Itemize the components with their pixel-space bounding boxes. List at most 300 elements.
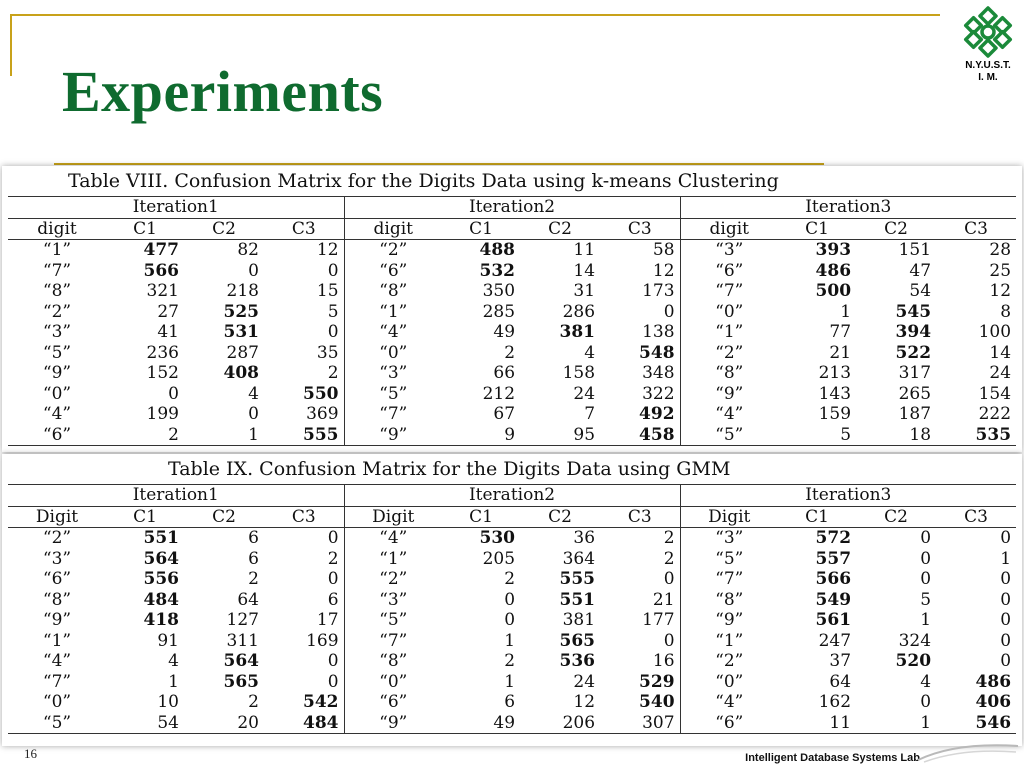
- digit-cell: “2”: [42, 528, 72, 549]
- footer-swoosh-icon: [916, 740, 1020, 764]
- iteration-header: Iteration2: [344, 485, 680, 507]
- c1-count-cell: 1: [504, 671, 516, 692]
- c2-count-cell: 47: [909, 260, 932, 281]
- c2-count-cell: 95: [520, 425, 600, 446]
- c2-count-cell: 0: [248, 404, 259, 425]
- c3-count-cell: 0: [327, 569, 339, 590]
- c3-count-cell: 369: [306, 404, 339, 425]
- c3-count-cell: 28: [989, 240, 1012, 261]
- iteration-header: Iteration1: [8, 197, 344, 219]
- digit-cell: “5”: [344, 384, 442, 405]
- digit-cell: “8”: [344, 281, 442, 302]
- c1-count-cell: 549: [815, 589, 852, 610]
- c1-count-cell: 91: [157, 630, 179, 651]
- c3-count-cell: 0: [327, 651, 339, 672]
- c2-count-cell: 555: [559, 569, 596, 590]
- table-row: [8, 343, 1016, 364]
- table-row: [8, 425, 1016, 446]
- c1-count-cell: 162: [818, 692, 852, 713]
- c3-count-cell: 14: [989, 342, 1012, 363]
- c3-count-cell: 21: [652, 589, 675, 610]
- digit-cell: “7”: [344, 404, 442, 425]
- c2-count-cell: 564: [223, 651, 259, 672]
- page-number: 16: [24, 746, 37, 761]
- c2-count-cell: 36: [573, 528, 596, 549]
- c1-count-cell: 49: [442, 713, 520, 734]
- c3-count-cell: 35: [316, 342, 339, 363]
- c3-count-cell: 138: [642, 322, 675, 343]
- c3-count-cell: 12: [316, 240, 339, 261]
- digit-cell: “4”: [42, 404, 72, 425]
- c1-column-header: C1: [442, 506, 520, 528]
- c2-count-cell: 187: [898, 404, 932, 425]
- c1-count-cell: 486: [815, 260, 852, 281]
- c1-count-cell: 0: [504, 589, 516, 610]
- c3-count-cell: 0: [663, 569, 675, 590]
- c2-count-cell: 82: [237, 240, 259, 261]
- c2-column-header: C2: [184, 218, 264, 240]
- digit-cell: “3”: [42, 322, 72, 343]
- c3-count-cell: 0: [327, 528, 339, 549]
- c1-count-cell: 199: [146, 404, 179, 425]
- digit-cell: “3”: [680, 528, 778, 549]
- digit-cell: “4”: [344, 322, 442, 343]
- table-gmm: [2, 454, 1022, 746]
- digit-cell: “2”: [344, 569, 442, 590]
- digit-cell: “1”: [344, 549, 442, 570]
- c1-count-cell: 488: [479, 240, 516, 261]
- c2-count-cell: 158: [562, 363, 596, 384]
- c1-count-cell: 11: [778, 713, 856, 734]
- c2-count-cell: 206: [520, 713, 600, 734]
- table-row: [8, 322, 1016, 343]
- c2-count-cell: 151: [898, 240, 932, 261]
- digit-cell: “8”: [42, 281, 72, 302]
- c1-count-cell: 10: [157, 692, 179, 713]
- digit-cell: “2”: [42, 301, 72, 322]
- c3-count-cell: 486: [975, 671, 1012, 692]
- digit-cell: “8”: [42, 589, 72, 610]
- c1-count-cell: 213: [818, 363, 852, 384]
- table-row: [8, 590, 1016, 611]
- digit-cell: “3”: [42, 548, 72, 569]
- c2-count-cell: 531: [223, 322, 259, 343]
- c1-count-cell: 484: [143, 589, 179, 610]
- table-row: [8, 302, 1016, 323]
- digit-cell: “8”: [680, 363, 778, 384]
- footer-lab-name: Intelligent Database Systems Lab: [745, 752, 920, 764]
- table-row: [8, 240, 1016, 261]
- c3-count-cell: 458: [600, 425, 680, 446]
- digit-cell: “7”: [42, 671, 72, 692]
- c2-count-cell: 2: [248, 692, 259, 713]
- c3-count-cell: 555: [264, 425, 344, 446]
- c2-count-cell: 381: [559, 322, 596, 343]
- c3-count-cell: 548: [639, 342, 675, 363]
- c3-column-header: C3: [936, 218, 1016, 240]
- c2-column-header: C2: [856, 506, 936, 528]
- c2-count-cell: 0: [248, 260, 259, 281]
- table-row: [8, 384, 1016, 405]
- c2-count-cell: 6: [248, 548, 259, 569]
- c3-count-cell: 0: [663, 630, 675, 651]
- table-row: [8, 672, 1016, 693]
- digit-cell: “6”: [8, 425, 106, 446]
- c2-count-cell: 408: [223, 363, 259, 384]
- c3-count-cell: 0: [663, 301, 675, 322]
- c3-count-cell: 0: [1000, 630, 1012, 651]
- slide-title: Experiments: [62, 59, 384, 124]
- c3-count-cell: 12: [652, 260, 675, 281]
- digit-cell: “9”: [42, 363, 72, 384]
- c2-count-cell: 0: [920, 548, 932, 569]
- table-body: [8, 240, 1016, 446]
- c1-count-cell: 27: [157, 301, 179, 322]
- digit-cell: “0”: [680, 672, 778, 693]
- c3-count-cell: 25: [989, 260, 1012, 281]
- c2-count-cell: 1: [184, 425, 264, 446]
- c3-count-cell: 2: [663, 548, 675, 569]
- iteration-header: Iteration3: [680, 197, 1016, 219]
- c3-count-cell: 16: [652, 651, 675, 672]
- c2-count-cell: 14: [573, 260, 596, 281]
- c1-count-cell: 1: [168, 671, 179, 692]
- confusion-matrix: [8, 484, 1016, 734]
- c2-count-cell: 64: [237, 589, 259, 610]
- c1-count-cell: 532: [479, 260, 516, 281]
- c3-count-cell: 12: [989, 281, 1012, 302]
- c2-count-cell: 324: [898, 630, 932, 651]
- c2-count-cell: 11: [573, 240, 596, 261]
- digit-cell: “3”: [344, 590, 442, 611]
- c1-column-header: C1: [778, 218, 856, 240]
- table-row: [8, 569, 1016, 590]
- c3-count-cell: 17: [316, 610, 339, 631]
- digit-cell: “1”: [42, 630, 72, 651]
- c1-count-cell: 37: [829, 651, 852, 672]
- table-row: [8, 610, 1016, 631]
- c1-count-cell: 4: [168, 651, 179, 672]
- c3-column-header: C3: [264, 218, 344, 240]
- digit-cell: “1”: [680, 322, 778, 343]
- table-row: [8, 404, 1016, 425]
- c3-count-cell: 173: [642, 281, 675, 302]
- c3-count-cell: 0: [1000, 651, 1012, 672]
- top-gold-rule: [10, 14, 940, 16]
- digit-cell: “5”: [344, 610, 442, 631]
- c2-count-cell: 287: [226, 342, 259, 363]
- c3-count-cell: 550: [303, 383, 339, 404]
- c3-column-header: C3: [264, 506, 344, 528]
- digit-cell: “9”: [680, 610, 778, 631]
- digit-cell: “7”: [42, 260, 72, 281]
- c2-count-cell: 520: [895, 651, 932, 672]
- c3-count-cell: 58: [652, 240, 675, 261]
- c3-count-cell: 0: [327, 322, 339, 343]
- table-caption: Table VIII. Confusion Matrix for the Digits Data using k-means Clustering: [68, 170, 779, 192]
- digit-cell: “0”: [42, 692, 72, 713]
- digit-cell: “2”: [344, 240, 442, 261]
- digit-column-header: Digit: [344, 506, 442, 528]
- c2-count-cell: 18: [856, 425, 936, 446]
- c3-count-cell: 154: [978, 383, 1012, 404]
- c2-count-cell: 522: [895, 342, 932, 363]
- c2-count-cell: 5: [920, 589, 932, 610]
- c1-count-cell: 572: [815, 528, 852, 549]
- c2-count-cell: 381: [562, 610, 596, 631]
- c2-count-cell: 127: [226, 610, 259, 631]
- digit-cell: “8”: [344, 651, 442, 672]
- digit-cell: “7”: [344, 631, 442, 652]
- c3-count-cell: 8: [1000, 301, 1012, 322]
- table-row: [8, 281, 1016, 302]
- c1-count-cell: 0: [168, 383, 179, 404]
- c3-count-cell: 535: [936, 425, 1016, 446]
- c3-count-cell: 2: [327, 363, 339, 384]
- c3-count-cell: 348: [642, 363, 675, 384]
- c2-count-cell: 1: [920, 610, 932, 631]
- c3-count-cell: 2: [327, 548, 339, 569]
- c2-count-cell: 7: [584, 404, 596, 425]
- nyust-flower-icon: [960, 4, 1016, 60]
- c1-count-cell: 285: [482, 301, 516, 322]
- digit-cell: “6”: [344, 692, 442, 713]
- c1-count-cell: 77: [829, 322, 852, 343]
- c2-count-cell: 317: [898, 363, 932, 384]
- c1-count-cell: 41: [157, 322, 179, 343]
- c2-count-cell: 2: [248, 569, 259, 590]
- c1-count-cell: 64: [829, 671, 852, 692]
- confusion-matrix: [8, 196, 1016, 446]
- c3-count-cell: 15: [316, 281, 339, 302]
- c3-column-header: C3: [600, 218, 680, 240]
- c2-count-cell: 565: [223, 671, 259, 692]
- c3-count-cell: 1: [1000, 548, 1012, 569]
- c2-count-cell: 536: [559, 651, 596, 672]
- table-row: [8, 713, 1016, 734]
- c2-column-header: C2: [520, 506, 600, 528]
- table-row: [8, 261, 1016, 282]
- c2-count-cell: 311: [226, 630, 259, 651]
- c1-count-cell: 212: [482, 383, 516, 404]
- c2-count-cell: 6: [248, 528, 259, 549]
- c1-count-cell: 477: [143, 240, 179, 261]
- digit-cell: “1”: [42, 240, 72, 261]
- c3-count-cell: 2: [663, 528, 675, 549]
- c3-count-cell: 406: [975, 692, 1012, 713]
- digit-cell: “5”: [8, 713, 106, 734]
- c1-count-cell: 393: [815, 240, 852, 261]
- table-row: [8, 692, 1016, 713]
- digit-cell: “2”: [680, 343, 778, 364]
- c1-count-cell: 205: [482, 548, 516, 569]
- c1-count-cell: 561: [815, 610, 852, 631]
- digit-cell: “6”: [680, 713, 778, 734]
- c2-count-cell: 565: [559, 630, 596, 651]
- c3-count-cell: 100: [978, 322, 1012, 343]
- c1-count-cell: 0: [504, 610, 516, 631]
- digit-cell: “8”: [680, 590, 778, 611]
- c1-count-cell: 551: [143, 528, 179, 549]
- c1-column-header: C1: [778, 506, 856, 528]
- digit-cell: “6”: [344, 261, 442, 282]
- c3-count-cell: 0: [1000, 610, 1012, 631]
- table-row: [8, 363, 1016, 384]
- c2-count-cell: 12: [573, 692, 596, 713]
- digit-cell: “4”: [42, 651, 72, 672]
- c1-count-cell: 247: [818, 630, 852, 651]
- digit-cell: “1”: [680, 631, 778, 652]
- c2-count-cell: 265: [898, 383, 932, 404]
- c2-count-cell: 20: [184, 713, 264, 734]
- c1-count-cell: 566: [143, 260, 179, 281]
- university-logo: [958, 4, 1018, 84]
- digit-cell: “6”: [680, 261, 778, 282]
- logo-line-2: I. M.: [978, 72, 998, 83]
- table-caption: Table IX. Confusion Matrix for the Digits Data using GMM: [168, 458, 731, 480]
- c1-count-cell: 2: [504, 569, 516, 590]
- c2-count-cell: 24: [573, 671, 596, 692]
- c1-count-cell: 557: [815, 548, 852, 569]
- iteration-header: Iteration3: [680, 485, 1016, 507]
- c3-count-cell: 0: [1000, 528, 1012, 549]
- c3-count-cell: 529: [639, 671, 675, 692]
- c2-count-cell: 364: [562, 548, 596, 569]
- c1-count-cell: 2: [106, 425, 184, 446]
- c2-count-cell: 4: [584, 342, 596, 363]
- c2-count-cell: 0: [920, 692, 932, 713]
- digit-cell: “7”: [680, 281, 778, 302]
- digit-column-header: Digit: [680, 506, 778, 528]
- c1-count-cell: 6: [504, 692, 516, 713]
- c1-count-cell: 9: [442, 425, 520, 446]
- c1-column-header: C1: [106, 506, 184, 528]
- c1-column-header: C1: [442, 218, 520, 240]
- c1-count-cell: 530: [479, 528, 516, 549]
- c3-count-cell: 5: [327, 301, 339, 322]
- c2-column-header: C2: [184, 506, 264, 528]
- digit-cell: “9”: [344, 425, 442, 446]
- c3-count-cell: 177: [642, 610, 675, 631]
- digit-cell: “9”: [42, 610, 72, 631]
- title-gold-rule: [54, 163, 824, 165]
- c3-count-cell: 307: [600, 713, 680, 734]
- c1-count-cell: 2: [504, 342, 516, 363]
- digit-cell: “0”: [344, 672, 442, 693]
- iteration-header: Iteration2: [344, 197, 680, 219]
- c3-column-header: C3: [936, 506, 1016, 528]
- table-body: [8, 528, 1016, 734]
- c3-count-cell: 0: [1000, 589, 1012, 610]
- c1-count-cell: 21: [829, 342, 852, 363]
- c2-column-header: C2: [856, 218, 936, 240]
- table-row: [8, 631, 1016, 652]
- c3-column-header: C3: [600, 506, 680, 528]
- c3-count-cell: 540: [639, 692, 675, 713]
- logo-line-1: N.Y.U.S.T.: [965, 60, 1011, 71]
- table-row: [8, 549, 1016, 570]
- c3-count-cell: 0: [1000, 569, 1012, 590]
- c2-count-cell: 4: [248, 383, 259, 404]
- c3-count-cell: 6: [327, 589, 339, 610]
- digit-cell: “5”: [680, 425, 778, 446]
- c2-count-cell: 1: [856, 713, 936, 734]
- c1-count-cell: 566: [815, 569, 852, 590]
- c1-count-cell: 152: [146, 363, 179, 384]
- digit-cell: “4”: [344, 528, 442, 549]
- c1-count-cell: 418: [143, 610, 179, 631]
- c2-count-cell: 394: [895, 322, 932, 343]
- c3-count-cell: 169: [306, 630, 339, 651]
- digit-cell: “0”: [680, 302, 778, 323]
- digit-column-header: digit: [8, 218, 106, 240]
- c1-count-cell: 49: [493, 322, 516, 343]
- c1-column-header: C1: [106, 218, 184, 240]
- table-row: [8, 651, 1016, 672]
- c3-count-cell: 0: [327, 671, 339, 692]
- c3-count-cell: 222: [978, 404, 1012, 425]
- c1-count-cell: 500: [815, 281, 852, 302]
- c1-count-cell: 564: [143, 548, 179, 569]
- digit-column-header: Digit: [8, 506, 106, 528]
- c1-count-cell: 67: [493, 404, 516, 425]
- c1-count-cell: 54: [106, 713, 184, 734]
- c3-count-cell: 0: [327, 260, 339, 281]
- iteration-header: Iteration1: [8, 485, 344, 507]
- c1-count-cell: 143: [818, 383, 852, 404]
- c1-count-cell: 5: [778, 425, 856, 446]
- c2-count-cell: 545: [895, 301, 932, 322]
- c2-count-cell: 4: [920, 671, 932, 692]
- c2-count-cell: 525: [223, 301, 259, 322]
- digit-cell: “5”: [680, 549, 778, 570]
- c2-column-header: C2: [520, 218, 600, 240]
- c3-count-cell: 546: [936, 713, 1016, 734]
- table-row: [8, 528, 1016, 549]
- digit-cell: “3”: [680, 240, 778, 261]
- c1-count-cell: 236: [146, 342, 179, 363]
- c1-count-cell: 350: [482, 281, 516, 302]
- c2-count-cell: 31: [573, 281, 596, 302]
- digit-cell: “0”: [344, 343, 442, 364]
- digit-cell: “2”: [680, 651, 778, 672]
- c1-count-cell: 556: [143, 569, 179, 590]
- c3-count-cell: 322: [642, 383, 675, 404]
- digit-cell: “1”: [344, 302, 442, 323]
- c3-count-cell: 492: [639, 404, 675, 425]
- c3-count-cell: 484: [264, 713, 344, 734]
- digit-cell: “6”: [42, 569, 72, 590]
- digit-cell: “5”: [42, 342, 72, 363]
- digit-cell: “0”: [42, 383, 72, 404]
- digit-column-header: digit: [680, 218, 778, 240]
- left-gold-rule: [10, 14, 12, 76]
- c1-count-cell: 321: [146, 281, 179, 302]
- c1-count-cell: 66: [493, 363, 516, 384]
- c2-count-cell: 0: [920, 569, 932, 590]
- digit-cell: “4”: [680, 692, 778, 713]
- digit-column-header: digit: [344, 218, 442, 240]
- c2-count-cell: 0: [920, 528, 932, 549]
- c2-count-cell: 218: [226, 281, 259, 302]
- c1-count-cell: 1: [504, 630, 516, 651]
- c3-count-cell: 542: [303, 692, 339, 713]
- c2-count-cell: 286: [562, 301, 596, 322]
- digit-cell: “4”: [680, 404, 778, 425]
- c1-count-cell: 159: [818, 404, 852, 425]
- c2-count-cell: 24: [573, 383, 596, 404]
- c2-count-cell: 54: [909, 281, 932, 302]
